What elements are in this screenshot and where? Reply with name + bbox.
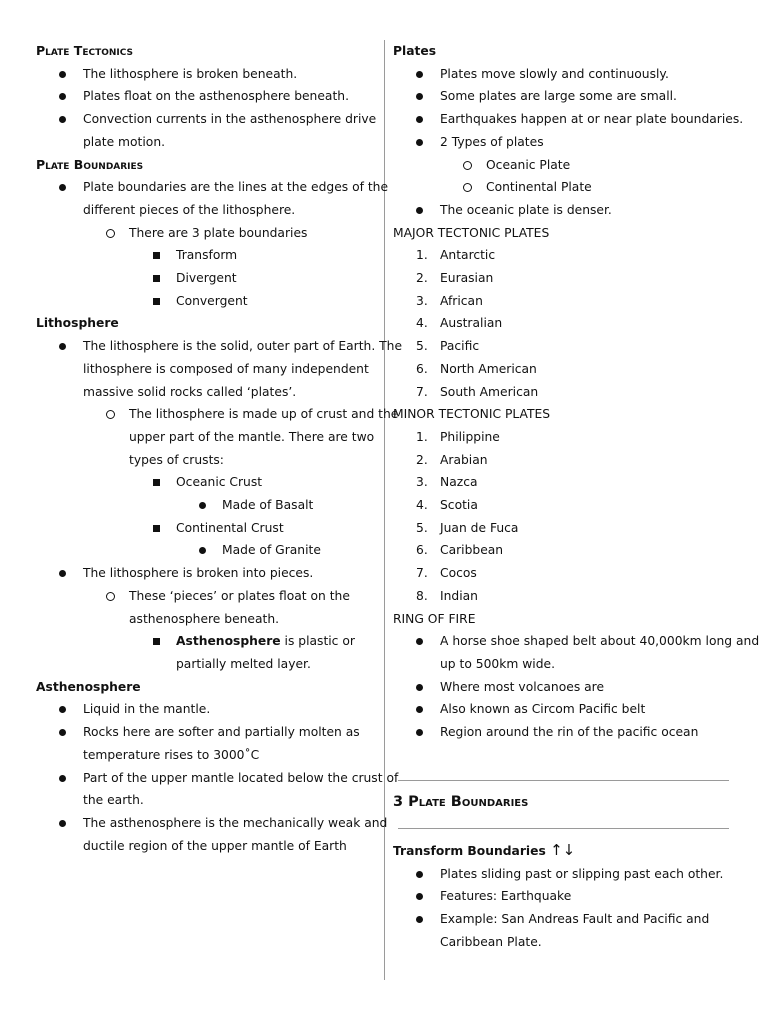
sub-list-item: Oceanic Plate	[393, 154, 735, 177]
list-item: Also known as Circom Pacific belt	[393, 698, 735, 721]
list-item: Where most volcanoes are	[393, 676, 735, 699]
bullet-icon	[59, 343, 66, 350]
list-number: 2.	[416, 271, 428, 286]
list-item-continuation: massive solid rocks called ‘plates’.	[83, 384, 297, 399]
major-plate-name: Eurasian	[440, 271, 494, 286]
square-bullet-icon	[153, 275, 160, 282]
minor-plate-name: Indian	[440, 588, 478, 603]
bullet-icon	[416, 638, 423, 645]
square-bullet-icon	[153, 525, 160, 532]
minor-plate-item	[393, 494, 735, 517]
minor-plate-item	[393, 562, 735, 585]
sub-sub-list-item-continuation: partially melted layer.	[176, 656, 311, 671]
list-item: Features: Earthquake	[393, 885, 735, 908]
list-item: Earthquakes happen at or near plate boundaries.	[393, 108, 735, 131]
heading-plates: Plates	[393, 44, 437, 58]
list-item: Plate boundaries are the lines at the edges of the	[36, 176, 380, 199]
list-number: 1.	[416, 248, 428, 263]
list-item: Plates sliding past or slipping past each other.	[393, 863, 735, 886]
minor-plate-item	[393, 449, 735, 472]
bullet-icon	[416, 916, 423, 923]
major-plate-name: Pacific	[440, 339, 480, 354]
bullet-icon	[59, 706, 66, 713]
list-item-continuation: plate motion.	[83, 134, 166, 149]
bullet-icon	[416, 893, 423, 900]
heading-lithosphere: Lithosphere	[36, 316, 119, 331]
bullet-icon	[59, 93, 66, 100]
minor-plates-list	[393, 426, 735, 608]
list-number: 6.	[416, 361, 428, 376]
sub-sub-list-item: Divergent	[36, 267, 380, 290]
major-plate-item	[393, 267, 735, 290]
right-column	[393, 40, 760, 953]
list-item-continuation: ductile region of the upper mantle of Earth	[83, 838, 347, 853]
sub-list-item-continuation: types of crusts:	[129, 452, 224, 467]
major-plate-item	[393, 335, 735, 358]
major-plate-name: African	[440, 293, 483, 308]
major-plate-item	[393, 381, 735, 404]
square-bullet-icon	[153, 638, 160, 645]
list-item: A horse shoe shaped belt about 40,000km long and	[393, 630, 735, 653]
square-bullet-icon	[153, 298, 160, 305]
bullet-icon	[199, 547, 206, 554]
bullet-icon	[59, 775, 66, 782]
minor-plate-name: Cocos	[440, 566, 477, 581]
bullet-icon	[59, 729, 66, 736]
list-item: The lithosphere is broken into pieces.	[36, 562, 380, 585]
minor-plate-name: Nazca	[440, 475, 478, 490]
bullet-icon	[416, 116, 423, 123]
minor-plate-item	[393, 471, 735, 494]
bullet-icon	[59, 184, 66, 191]
list-item-continuation: up to 500km wide.	[440, 656, 555, 671]
major-plate-item	[393, 290, 735, 313]
major-plate-item	[393, 358, 735, 381]
major-plate-name: Antarctic	[440, 248, 496, 263]
list-item-continuation: Caribbean Plate.	[440, 934, 542, 949]
list-number: 7.	[416, 566, 428, 581]
sub-list-item: There are 3 plate boundaries	[36, 222, 380, 245]
square-bullet-icon	[153, 479, 160, 486]
left-column	[36, 40, 403, 857]
major-plates-list	[393, 244, 735, 403]
list-item: The oceanic plate is denser.	[393, 199, 735, 222]
bullet-icon	[59, 71, 66, 78]
list-number: 4.	[416, 498, 428, 513]
list-item: Example: San Andreas Fault and Pacific and	[393, 908, 735, 931]
circle-bullet-icon	[106, 410, 115, 419]
section-title: 3 Plate Boundaries	[393, 793, 529, 810]
up-down-arrows-icon: ↑↓	[550, 840, 576, 859]
list-item: Plates move slowly and continuously.	[393, 63, 735, 86]
list-number: 5.	[416, 520, 428, 535]
list-number: 1.	[416, 429, 428, 444]
list-item: Some plates are large some are small.	[393, 85, 735, 108]
minor-plate-item	[393, 517, 735, 540]
minor-plate-item	[393, 426, 735, 449]
minor-plate-name: Philippine	[440, 429, 500, 444]
list-item: Convection currents in the asthenosphere drive	[36, 108, 380, 131]
list-item-continuation: the earth.	[83, 793, 144, 808]
minor-plate-name: Juan de Fuca	[440, 520, 519, 535]
bullet-icon	[59, 116, 66, 123]
deep-list-item: Made of Granite	[36, 539, 380, 562]
major-plate-name: North American	[440, 361, 537, 376]
bullet-icon	[416, 729, 423, 736]
list-item: The lithosphere is broken beneath.	[36, 63, 380, 86]
major-plate-name: South American	[440, 384, 539, 399]
list-number: 2.	[416, 452, 428, 467]
list-item-continuation: lithosphere is composed of many independent	[83, 361, 369, 376]
sub-list-item-continuation: asthenosphere beneath.	[129, 611, 280, 626]
bullet-icon	[416, 207, 423, 214]
list-item: Plates float on the asthenosphere beneath.	[36, 85, 380, 108]
bullet-icon	[59, 820, 66, 827]
bullet-icon	[59, 570, 66, 577]
circle-bullet-icon	[106, 592, 115, 601]
bullet-icon	[416, 71, 423, 78]
sub-sub-list-item: Convergent	[36, 290, 380, 313]
major-plate-item	[393, 312, 735, 335]
list-item: Region around the rin of the pacific ocean	[393, 721, 735, 744]
heading-minor-plates: MINOR TECTONIC PLATES	[393, 407, 551, 422]
bullet-icon	[416, 93, 423, 100]
list-number: 3.	[416, 293, 428, 308]
list-item: Part of the upper mantle located below the crust of	[36, 767, 380, 790]
sub-list-item: Continental Plate	[393, 176, 735, 199]
deep-list-item: Made of Basalt	[36, 494, 380, 517]
heading-plate-boundaries: Plate Boundaries	[36, 156, 144, 172]
list-number: 4.	[416, 316, 428, 331]
heading-major-plates: MAJOR TECTONIC PLATES	[393, 225, 550, 240]
list-item: 2 Types of plates	[393, 131, 735, 154]
minor-plate-item	[393, 539, 735, 562]
minor-plate-name: Arabian	[440, 452, 488, 467]
bullet-icon	[416, 139, 423, 146]
circle-bullet-icon	[106, 229, 115, 238]
list-item: The asthenosphere is the mechanically weak and	[36, 812, 380, 835]
sub-list-item: These ‘pieces’ or plates float on the	[36, 585, 380, 608]
minor-plate-name: Scotia	[440, 498, 478, 513]
heading-transform-boundaries: Transform Boundaries ↑↓	[393, 840, 576, 859]
sub-sub-list-item: Transform	[36, 244, 380, 267]
bullet-icon	[416, 871, 423, 878]
minor-plate-name: Caribbean	[440, 543, 504, 558]
sub-list-item: The lithosphere is made up of crust and the	[36, 403, 380, 426]
list-number: 3.	[416, 475, 428, 490]
sub-sub-list-item: Asthenosphere is plastic or	[36, 630, 380, 653]
sub-list-item-continuation: upper part of the mantle. There are two	[129, 429, 375, 444]
heading-plate-tectonics: Plate Tectonics	[36, 43, 134, 58]
heading-ring-of-fire: RING OF FIRE	[393, 611, 476, 626]
bullet-icon	[199, 502, 206, 509]
minor-plate-item	[393, 585, 735, 608]
sub-sub-list-item: Oceanic Crust	[36, 471, 380, 494]
list-number: 7.	[416, 384, 428, 399]
list-item: The lithosphere is the solid, outer part of Earth. The	[36, 335, 380, 358]
list-item: Rocks here are softer and partially molten as	[36, 721, 380, 744]
square-bullet-icon	[153, 252, 160, 259]
bullet-icon	[416, 684, 423, 691]
circle-bullet-icon	[463, 183, 472, 192]
list-item-continuation: temperature rises to 3000˚C	[83, 747, 260, 762]
circle-bullet-icon	[463, 161, 472, 170]
list-number: 5.	[416, 339, 428, 354]
heading-asthenosphere: Asthenosphere	[36, 679, 141, 694]
list-item-continuation: different pieces of the lithosphere.	[83, 202, 296, 217]
major-plate-name: Australian	[440, 316, 503, 331]
list-item: Liquid in the mantle.	[36, 698, 380, 721]
sub-sub-list-item: Continental Crust	[36, 517, 380, 540]
bullet-icon	[416, 706, 423, 713]
major-plate-item	[393, 244, 735, 267]
list-number: 6.	[416, 543, 428, 558]
list-number: 8.	[416, 588, 428, 603]
